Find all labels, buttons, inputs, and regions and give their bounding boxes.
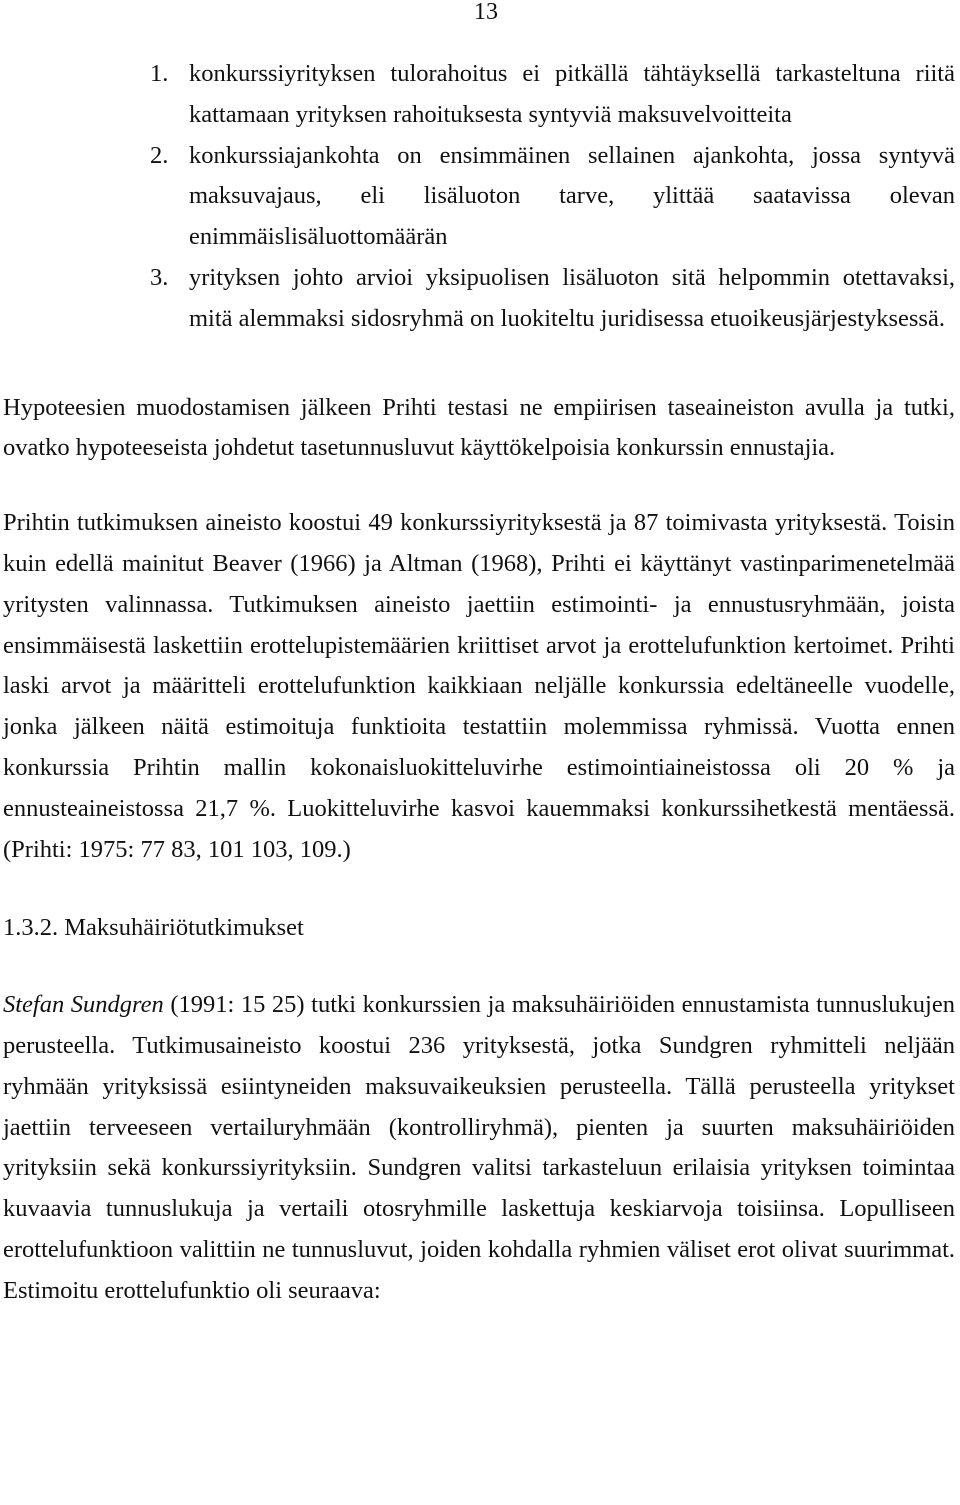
paragraph-sundgren-text: (1991: 15 25) tutki konkurssien ja maksuhäiriöiden ennustamista tunnuslukujen perusteella. Tutkimusaineisto koostui 236 yrityksestä, jotka Sundgren ryhmitteli neljään ryhmään yrityksissä esiintyneiden maksuvaikeuksien perusteella. Tällä perusteella yritykset jaettiin terveeseen vertailuryhmään (kontrolliryhmä), pienten ja suurten maksuhäiriöiden yrityksiin sekä konkurssiyrityksiin. Sundgren valitsi tarkasteluun erilaisia yrityksen toimintaa kuvaavia tunnuslukuja ja vertaili otosryhmille laskettuja keskiarvoja toisiinsa. Lopulliseen erottelufunktioon valittiin ne tunnusluvut, joiden kohdalla ryhmien väliset erot olivat suurimmat. Estimoitu erottelufunktio oli seuraava: [3,991,955,1304]
list-item-text: konkurssiyrityksen tulorahoitus ei pitkällä tähtäyksellä tarkasteltuna riitä kattamaan yrityksen rahoituksesta syntyviä maksuvelvoitteita [189,60,955,128]
list-item-text: yrityksen johto arvioi yksipuolisen lisäluoton sitä helpommin otettavaksi, mitä alemmaksi sidosryhmä on luokiteltu juridisessa etuoikeusjärjestyksessä. [189,263,955,332]
paragraph-hypothesis-testing: Hypoteesien muodostamisen jälkeen Prihti testasi ne empiirisen taseaineiston avulla ja tutki, ovatko hypoteeseista johdetut tasetunnusluvut käyttökelpoisia konkurssin ennustajia. [3,393,955,462]
author-name: Stefan Sundgren [3,991,164,1019]
spacer [3,469,955,503]
list-item-number: 1. [150,60,169,87]
page-content [3,54,955,1312]
list-item-number: 2. [150,141,169,169]
paragraph-sundgren [3,985,955,1311]
list-item [3,258,955,340]
hypothesis-list [3,54,955,340]
spacer [3,949,955,985]
page-number: 13 [474,0,498,25]
list-item-text: konkurssiajankohta on ensimmäinen sellainen ajankohta, jossa syntyvä maksuvajaus, eli lisäluoton tarve, ylittää saatavissa olevan enimmäislisäluottomäärän [189,141,955,251]
list-item-number: 3. [150,263,169,291]
paragraph-prihti-data: Prihtin tutkimuksen aineisto koostui 49 konkurssiyrityksestä ja 87 toimivasta yrityksestä. Toisin kuin edellä mainitut Beaver (1966) ja Altman (1968), Prihti ei käyttänyt vastinparimenetelmää yritysten valinnassa. Tutkimuksen aineisto jaettiin estimointi- ja ennustusryhmään, joista ensimmäisestä laskettiin erottelupistemäärien kriittiset arvot ja erottelufunktion kertoimet. Prihti laski arvot ja määritteli erottelufunktion kaikkiaan neljälle konkurssia edeltäneelle vuodelle, jonka jälkeen näitä estimoituja funktioita testattiin molemmissa ryhmissä. Vuotta ennen konkurssia Prihtin mallin kokonaisluokitteluvirhe estimointiaineistossa oli 20 % ja ennusteaineistossa 21,7 %. Luokitteluvirhe kasvoi kauemmaksi konkurssihetkestä mentäessä. (Prihti: 1975: 77 83, 101 103, 109.) [3,509,955,863]
spacer [3,870,955,908]
list-item [3,54,955,136]
list-item [3,136,955,258]
section-heading: 1.3.2. Maksuhäiriötutkimukset [3,914,304,942]
spacer [3,340,955,388]
